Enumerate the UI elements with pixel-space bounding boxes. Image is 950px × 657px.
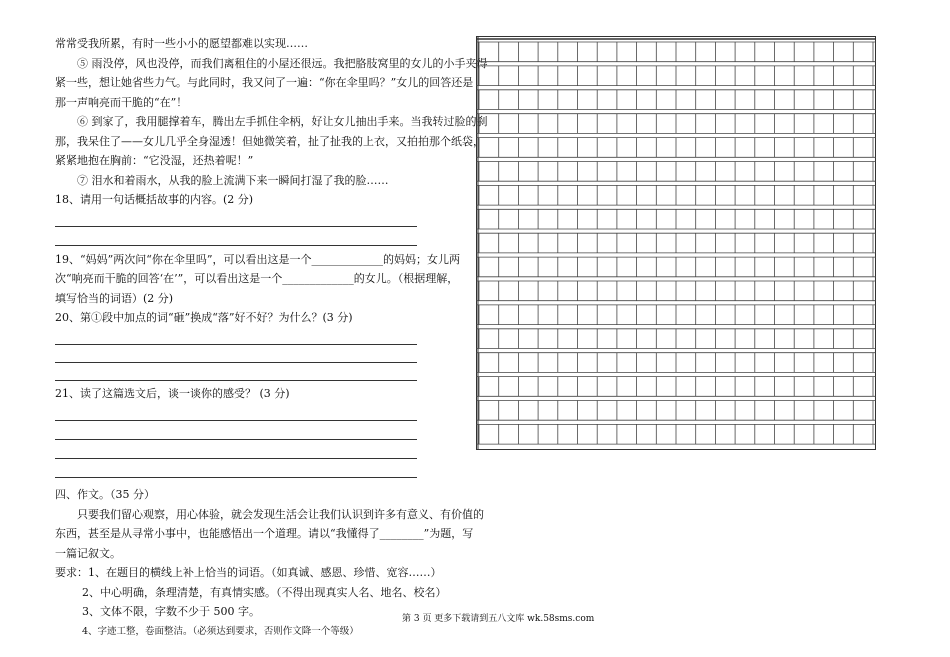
answer-line[interactable] [55,420,417,421]
passage-line: 那一声响亮而干脆的“在”！ [55,95,188,109]
requirement-4: 4、字迹工整，卷面整洁。（必须达到要求，否则作文降一个等级） [82,625,359,637]
requirement-1: 要求：1、在题目的横线上补上恰当的词语。（如真诚、感恩、珍惜、宽容……） [55,566,442,579]
requirement-2: 2、中心明确，条理清楚，有真情实感。（不得出现真实人名、地名、校名） [82,585,447,599]
answer-line[interactable] [55,362,417,363]
answer-area-18[interactable] [55,210,475,250]
writing-grid-svg[interactable] [476,36,876,450]
writing-grid[interactable] [476,36,876,450]
answer-line[interactable] [55,344,417,345]
passage-line: 紧紧地抱在胸前：“它没湿，还热着呢！” [55,154,254,167]
question-19-cont: 填写恰当的词语）(2 分) [55,291,174,305]
page-footer: 第 3 页 更多下载请到五八文库 wk.58sms.com [402,614,595,624]
composition-prompt: 东西，甚至是从寻常小事中，也能感悟出一个道理。请以“我懂得了________”为题，写 [55,527,474,540]
answer-area-21[interactable] [55,403,475,481]
composition-heading: 四、作文。（35 分） [55,488,155,501]
question-20: 20、第①段中加点的词“砸”换成“落”好不好？为什么？(3 分) [55,311,353,324]
answer-line[interactable] [55,458,417,459]
passage-paragraph-5: ⑤ 雨没停，风也没停，而我们离租住的小屋还很远。我把胳肢窝里的女儿的小手夹得 [77,56,488,70]
answer-area-20[interactable] [55,328,475,384]
passage-line: 常常受我所累，有时一些小小的愿望都难以实现…… [55,37,308,50]
passage-line: 那，我呆住了——女儿几乎全身湿透！但她微笑着，扯了扯我的上衣，又拍拍那个纸袋， [55,134,484,148]
passage-line: 紧一些，想让她省些力气。与此同时，我又问了一遍：“你在伞里吗？”女儿的回答还是 [55,76,474,89]
question-21: 21、读了这篇选文后，谈一谈你的感受？ (3 分) [55,386,290,400]
answer-line[interactable] [55,380,417,381]
question-19-cont: 次“响亮而干脆的回答‘在’”，可以看出这是一个_____________的女儿。（根据理解， [55,272,459,285]
answer-line[interactable] [55,477,417,478]
composition-prompt: 一篇记叙文。 [55,546,121,560]
answer-line[interactable] [55,226,417,227]
left-column [55,34,488,641]
answer-line[interactable] [55,245,417,246]
question-19: 19、“妈妈”两次问“你在伞里吗”，可以看出这是一个_____________的妈妈；女儿两 [55,252,460,266]
requirement-3: 3、文体不限，字数不少于 500 字。 [82,605,260,618]
composition-prompt: 只要我们留心观察，用心体验，就会发现生活会让我们认识到许多有意义、有价值的 [77,507,484,521]
answer-line[interactable] [55,439,417,440]
passage-paragraph-6: ⑥ 到家了，我用腿撑着车，腾出左手抓住伞柄，好让女儿抽出手来。当我转过脸的刹 [77,115,488,128]
question-18: 18、请用一句话概括故事的内容。(2 分) [55,193,254,206]
passage-paragraph-7: ⑦ 泪水和着雨水，从我的脸上流满下来一瞬间打湿了我的脸…… [77,173,389,187]
